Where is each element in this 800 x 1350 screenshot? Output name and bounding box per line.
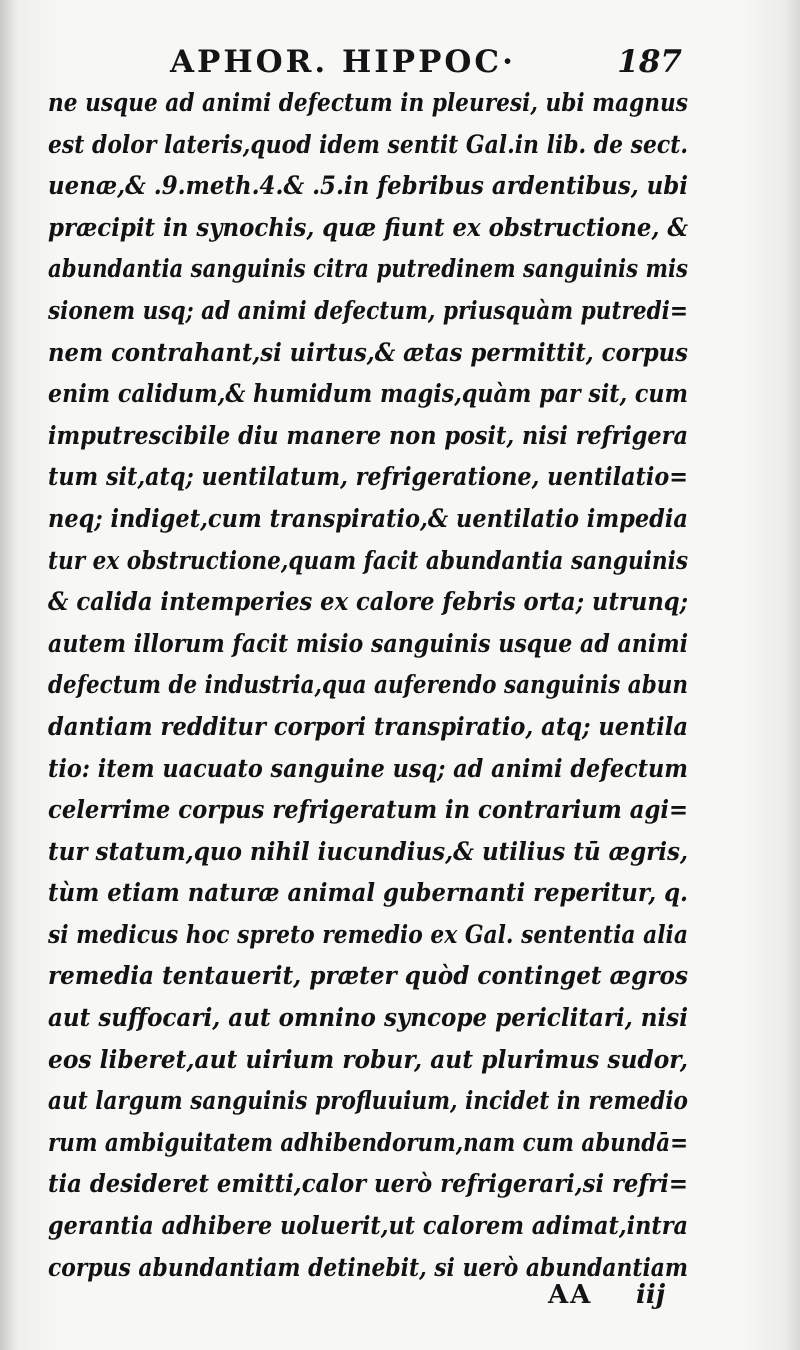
text-line: sionem usq; ad animi defectum, priusquàm putredi= xyxy=(48,295,688,325)
text-line: corpus abundantiam detinebit, si uerò abundantiam xyxy=(48,1252,688,1282)
text-line: autem illorum facit misio sanguinis usque ad animi xyxy=(48,628,688,658)
text-line: tur statum,quo nihil iucundius,& utilius tū ægris, xyxy=(48,836,688,866)
text-line: tia desideret emitti,calor uerò refrigerari,si refri= xyxy=(48,1169,688,1199)
running-head: APHOR. HIPPOC· xyxy=(170,44,516,80)
text-line: nem contrahant,si uirtus,& ætas permittit, corpus xyxy=(48,337,688,367)
page-header xyxy=(170,40,690,80)
text-line: gerantia adhibere uoluerit,ut calorem adimat,intra xyxy=(48,1211,688,1241)
text-line: enim calidum,& humidum magis,quàm par sit, cum xyxy=(48,379,688,409)
page-number: 187 xyxy=(617,44,682,80)
text-line: si medicus hoc spreto remedio ex Gal. sententia alia xyxy=(48,919,688,949)
text-line: neq; indiget,cum transpiratio,& uentilatio impedia xyxy=(48,503,688,533)
text-line: aut suffocari, aut omnino syncope periclitari, nisi xyxy=(48,1003,688,1033)
text-line: rum ambiguitatem adhibendorum,nam cum abundā= xyxy=(48,1127,688,1157)
text-line: defectum de industria,qua auferendo sanguinis abun xyxy=(48,670,688,700)
text-line: est dolor lateris,quod idem sentit Gal.in lib. de sect. xyxy=(48,129,688,159)
signature-mark: AA xyxy=(548,1280,593,1310)
text-line: tùm etiam naturæ animal gubernanti reperitur, q. xyxy=(48,878,688,908)
signature-number: iij xyxy=(636,1280,666,1310)
text-line: tur ex obstructione,quam facit abundantia sanguinis xyxy=(48,545,688,575)
text-line: tum sit,atq; uentilatum, refrigeratione, uentilatio= xyxy=(48,462,688,492)
text-line: dantiam redditur corpori transpiratio, atq; uentila xyxy=(48,711,688,741)
body-text xyxy=(48,82,688,1288)
text-line: eos liberet,aut uirium robur, aut plurimus sudor, xyxy=(48,1044,688,1074)
text-line: abundantia sanguinis citra putredinem sanguinis mis xyxy=(48,254,688,284)
text-line: aut largum sanguinis profluuium, incidet in remedio xyxy=(48,1086,688,1116)
text-line: & calida intemperies ex calore febris orta; utrunq; xyxy=(48,587,688,617)
text-line: imputrescibile diu manere non posit, nisi refrigera xyxy=(48,420,688,450)
text-line: ne usque ad animi defectum in pleuresi, ubi magnus xyxy=(48,88,688,117)
page-footer xyxy=(548,1280,688,1320)
text-line: remedia tentauerit, præter quòd continget ægros xyxy=(48,961,688,991)
text-line: præcipit in synochis, quæ fiunt ex obstructione, & xyxy=(48,212,688,242)
text-line: tio: item uacuato sanguine usq; ad animi defectum xyxy=(48,753,688,783)
text-line: uenæ,& .9.meth.4.& .5.in febribus ardentibus, ubi xyxy=(48,171,688,201)
text-line: celerrime corpus refrigeratum in contrarium agi= xyxy=(48,795,688,825)
